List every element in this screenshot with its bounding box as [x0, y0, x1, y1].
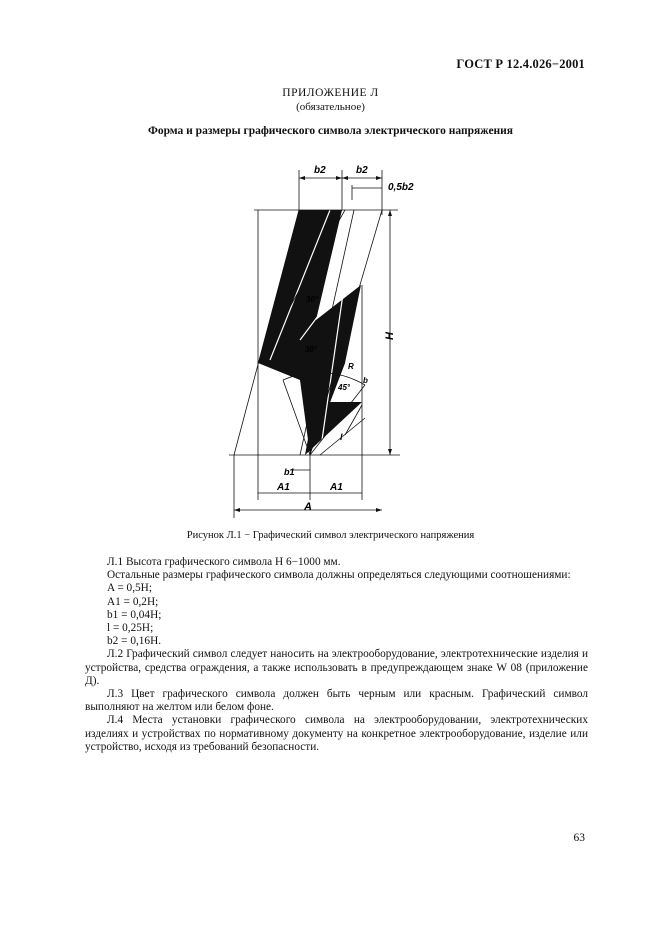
label-angle-30-lower: 30°	[305, 345, 318, 354]
appendix-heading: ПРИЛОЖЕНИЕ Л	[282, 87, 379, 99]
paragraph-l4: Л.4 Места установки графического символа на электрооборудовании, электротехнических изделиях и устройствах по нормативному документу на конкретное электрооборудование, изделие или устройство, исходя из требований безопасности.	[85, 714, 588, 753]
paragraph-l2: Л.2 Графический символ следует наносить на электрооборудование, электротехнические изделия и устройства, средства ограждения, а также использовать в предупреждающем знаке W 08 (приложение Д).	[85, 648, 588, 687]
formula-b1: b1 = 0,04H;	[107, 608, 162, 621]
label-b2-left: b2	[314, 165, 326, 176]
appendix-status: (обязательное)	[296, 101, 365, 113]
paragraph-l1-relations: Остальные размеры графического символа должны определяться следующими соотношениями:	[107, 569, 571, 582]
figure-caption: Рисунок Л.1 − Графический символ электрического напряжения	[186, 530, 475, 541]
formula-A: A = 0,5H;	[107, 582, 152, 595]
label-R: R	[348, 362, 354, 371]
page-number: 63	[573, 832, 585, 844]
appendix-title: Форма и размеры графического символа электрического напряжения	[147, 125, 514, 137]
formula-A1: A1 = 0,2H;	[107, 595, 159, 608]
label-b1: b1	[284, 467, 295, 477]
label-A1-right: A1	[330, 482, 343, 493]
label-A: A	[304, 501, 312, 513]
label-l: l	[340, 432, 343, 442]
paragraph-l1: Л.1 Высота графического символа H 6−1000 мм.	[107, 556, 341, 568]
label-H: H	[384, 332, 396, 340]
appendix-body	[85, 556, 588, 754]
label-b2-right: b2	[356, 165, 368, 176]
label-b: b	[363, 376, 368, 385]
label-half-b2: 0,5b2	[388, 182, 414, 193]
formula-b2: b2 = 0,16H.	[107, 635, 162, 648]
standard-number: ГОСТ Р 12.4.026−2001	[456, 57, 585, 71]
formula-l: l = 0,25H;	[107, 622, 154, 635]
label-A1-left: A1	[277, 482, 290, 493]
label-angle-30-upper: 30°	[306, 295, 319, 304]
label-angle-45: 45°	[338, 383, 351, 392]
paragraph-l3: Л.3 Цвет графического символа должен быть черным или красным. Графический символ выполняют на желтом или белом фоне.	[85, 688, 588, 714]
